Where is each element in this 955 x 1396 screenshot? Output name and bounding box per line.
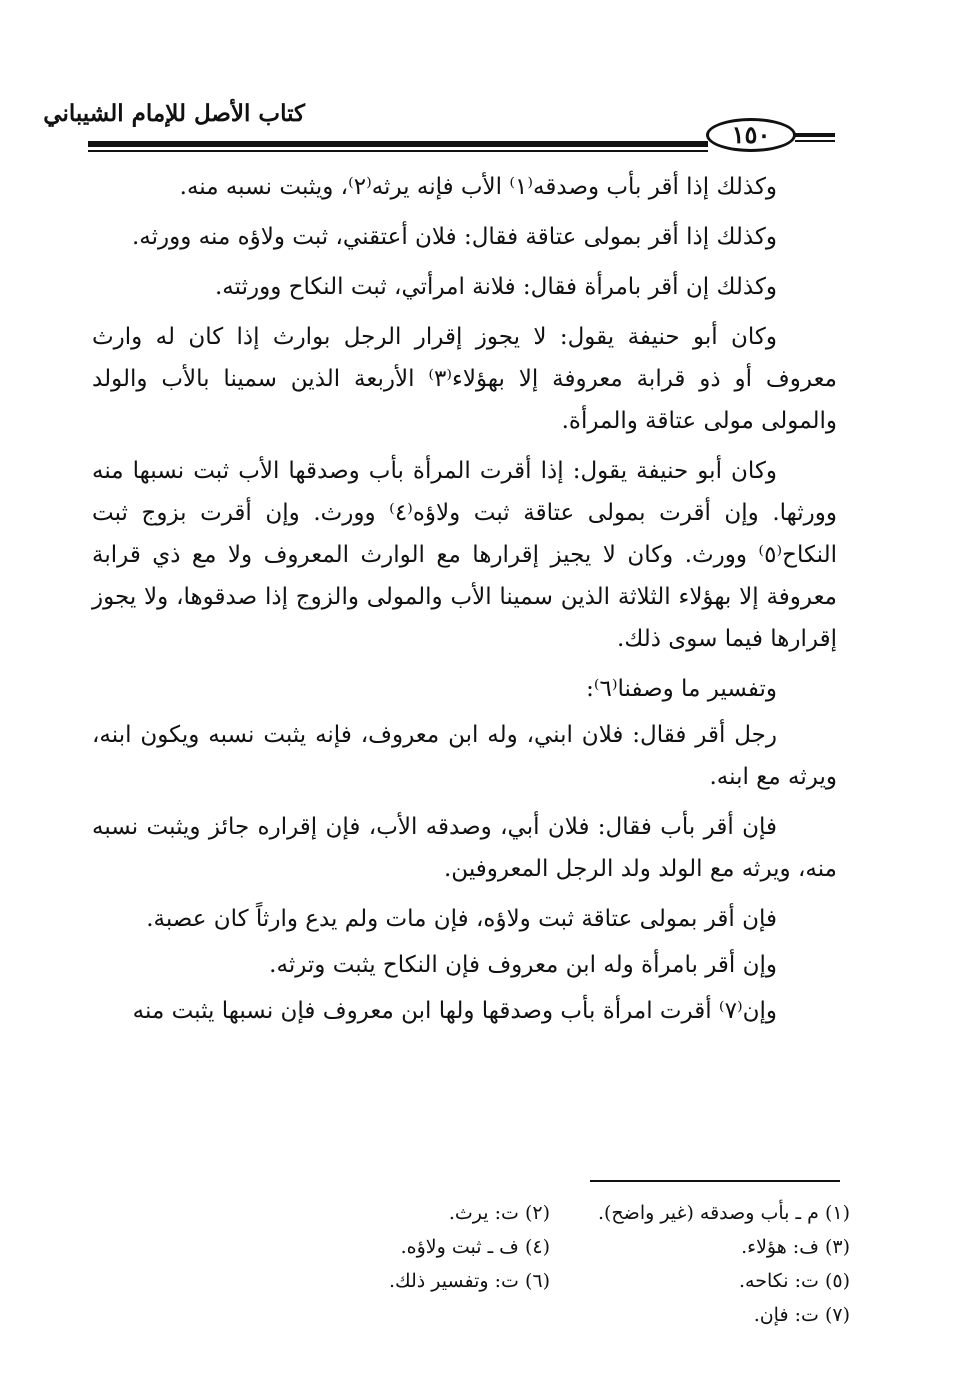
footnote-text: ف: هؤلاء. bbox=[741, 1236, 819, 1258]
footnote-row bbox=[250, 1196, 850, 1230]
footnote bbox=[550, 1264, 850, 1298]
footnote bbox=[250, 1196, 550, 1230]
footnotes bbox=[250, 1196, 850, 1332]
footnote bbox=[550, 1298, 850, 1332]
footnote-text: ت: نكاحه. bbox=[739, 1270, 819, 1292]
footnote-text: ت: وتفسير ذلك. bbox=[388, 1270, 519, 1292]
paragraph: وكان أبو حنيفة يقول: إذا أقرت المرأة بأب وصدقها الأب ثبت نسبها منه وورثها. وإن أقرت بمولى عتاقة ثبت ولاؤه⁽٤⁾ وورث. وإن أقرت بزوج ثبت النكاح⁽٥⁾ وورث. وكان لا يجيز إقرارها مع الوارث المعروف ولا مع ذي قرابة معروفة إلا بهؤلاء الثلاثة الذين سمينا الأب والمولى والزوج إذا صدقوها، ولا يجوز إقرارها فيما سوى ذلك. bbox=[92, 458, 837, 652]
paragraph: رجل أقر فقال: فلان ابني، وله ابن معروف، فإنه يثبت نسبه ويكون ابنه، ويرثه مع ابنه. bbox=[92, 722, 837, 790]
running-title: كتاب الأصل للإمام الشيباني bbox=[43, 100, 305, 127]
footnote-number: (٥) bbox=[824, 1270, 850, 1292]
footnote-row bbox=[250, 1230, 850, 1264]
paragraph: وكان أبو حنيفة يقول: لا يجوز إقرار الرجل بوارث إذا كان له وارث معروف أو ذو قرابة معروفة إلا بهؤلاء⁽٣⁾ الأربعة الذين سمينا بالأب والولد والمولى مولى عتاقة والمرأة. bbox=[92, 324, 837, 434]
paragraph: فإن أقر بمولى عتاقة ثبت ولاؤه، فإن مات ولم يدع وارثاً كان عصبة. bbox=[146, 906, 777, 932]
footnote-text: ت: يرث. bbox=[448, 1202, 519, 1224]
footnote-row bbox=[250, 1298, 850, 1332]
footnote-text: ت: فإن. bbox=[753, 1304, 819, 1326]
body-text bbox=[92, 166, 837, 1040]
paragraph: وكذلك إن أقر بامرأة فقال: فلانة امرأتي، ثبت النكاح وورثته. bbox=[215, 274, 777, 300]
paragraph: وكذلك إذا أقر بمولى عتاقة فقال: فلان أعتقني، ثبت ولاؤه منه وورثه. bbox=[132, 224, 777, 250]
paragraph: وتفسير ما وصفنا⁽٦⁾: bbox=[586, 676, 777, 702]
footnote-number: (٦) bbox=[524, 1270, 550, 1292]
footnote-number: (١) bbox=[824, 1202, 850, 1224]
footnote-number: (٤) bbox=[524, 1236, 550, 1258]
footnote bbox=[550, 1196, 850, 1230]
footnote-text: م ـ بأب وصدقه (غير واضح). bbox=[597, 1202, 819, 1224]
paragraph: وكذلك إذا أقر بأب وصدقه⁽١⁾ الأب فإنه يرثه⁽٢⁾، ويثبت نسبه منه. bbox=[179, 174, 777, 200]
header-rule bbox=[795, 133, 835, 137]
footnote-number: (٢) bbox=[524, 1202, 550, 1224]
header-rule bbox=[88, 141, 708, 147]
footnote bbox=[250, 1230, 550, 1264]
footnote-number: (٧) bbox=[824, 1304, 850, 1326]
header-rule bbox=[88, 150, 708, 152]
footnote-row bbox=[250, 1264, 850, 1298]
footnote-separator bbox=[590, 1180, 840, 1182]
footnote-text: ف ـ ثبت ولاؤه. bbox=[400, 1236, 519, 1258]
page-number: ١٥٠ bbox=[706, 118, 796, 152]
paragraph: فإن أقر بأب فقال: فلان أبي، وصدقه الأب، فإن إقراره جائز ويثبت نسبه منه، ويرثه مع الولد ولد الرجل المعروفين. bbox=[92, 814, 837, 882]
footnote bbox=[250, 1264, 550, 1298]
header-rule bbox=[795, 140, 835, 142]
paragraph: وإن⁽٧⁾ أقرت امرأة بأب وصدقها ولها ابن معروف فإن نسبها يثبت منه bbox=[132, 998, 777, 1024]
footnote bbox=[550, 1230, 850, 1264]
footnote-number: (٣) bbox=[824, 1236, 850, 1258]
paragraph: وإن أقر بامرأة وله ابن معروف فإن النكاح يثبت وترثه. bbox=[269, 952, 777, 978]
